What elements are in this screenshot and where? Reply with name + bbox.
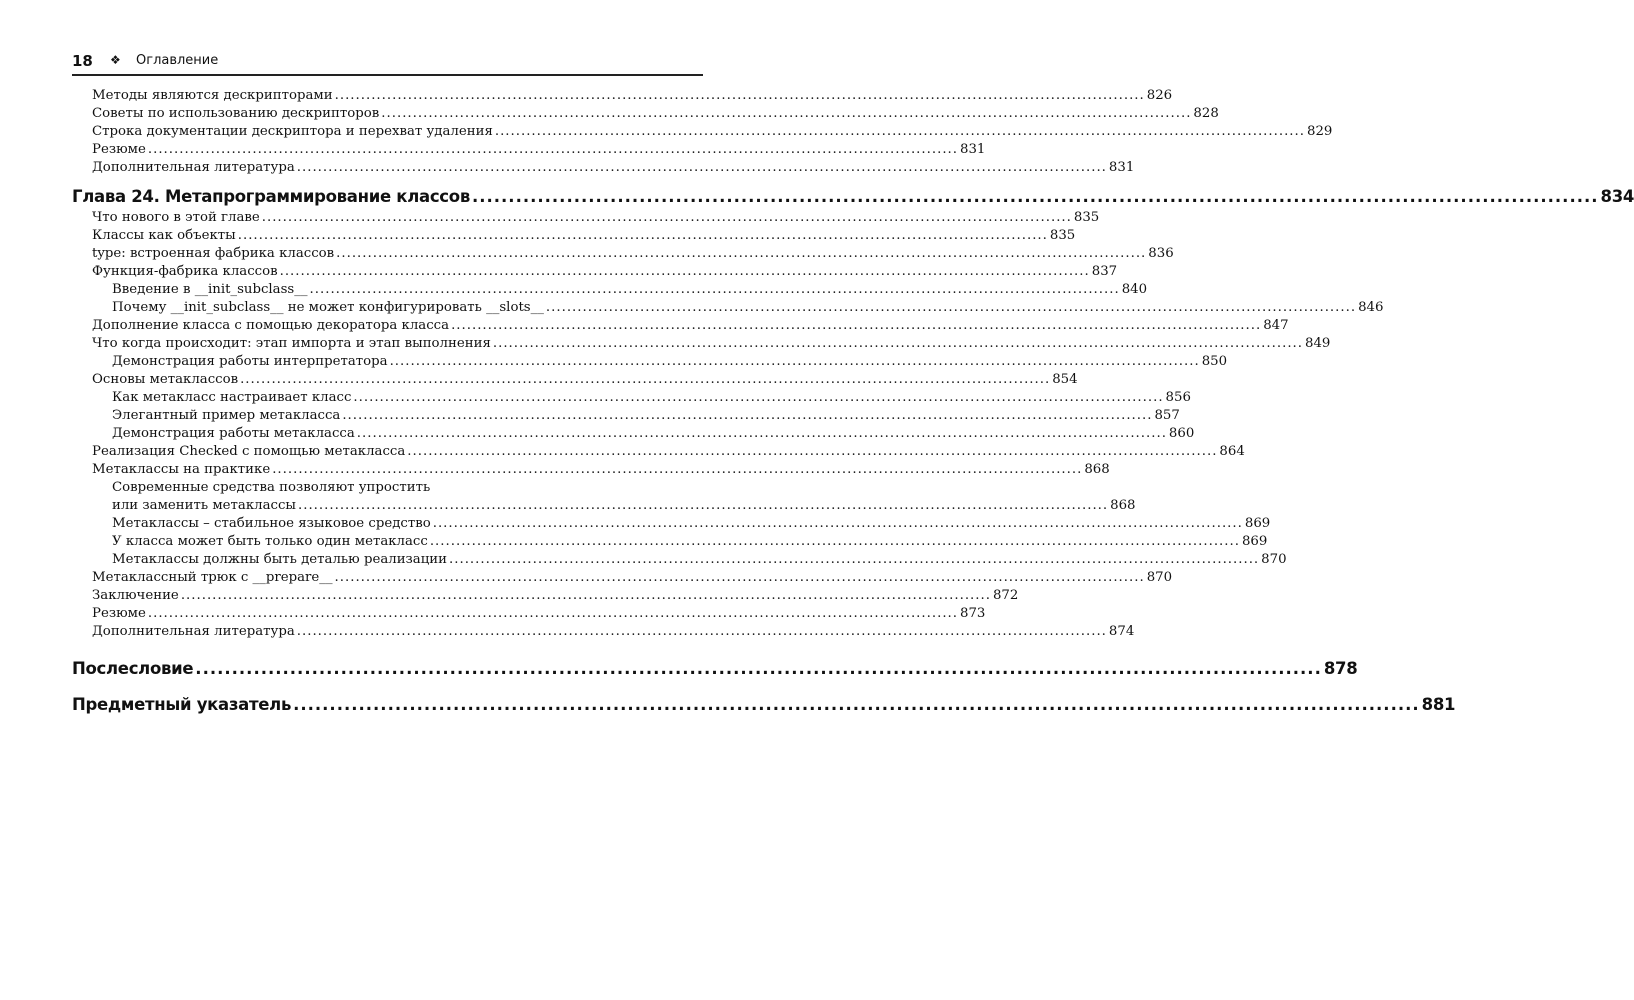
- toc-subentry[interactable]: [112, 390, 1191, 408]
- toc-entry-page: 826: [1146, 88, 1173, 103]
- toc-entry[interactable]: [92, 160, 1135, 178]
- dot-leader: ...........................................................................................................................................................: [296, 160, 1107, 175]
- toc-entry-title: У класса может быть только один метакласс: [112, 534, 428, 549]
- toc-entry-title: Реализация Checked с помощью метакласса: [92, 444, 406, 459]
- toc-entry[interactable]: [92, 246, 1174, 264]
- toc-afterword[interactable]: [72, 650, 1358, 686]
- dot-leader: ...........................................................................................................................................................: [261, 210, 1072, 225]
- toc-entry-page: 868: [1110, 498, 1136, 513]
- toc-entry-title: Методы являются дескрипторами: [92, 88, 333, 103]
- chapter-page: 834: [1600, 186, 1634, 206]
- toc-subentry[interactable]: [112, 300, 1384, 318]
- toc-entry[interactable]: [92, 444, 1245, 462]
- toc-entry-page: 874: [1108, 624, 1135, 639]
- toc-entry-title: Метаклассы – стабильное языковое средство: [112, 516, 431, 531]
- toc-entry-title: Как метакласс настраивает класс: [112, 390, 352, 405]
- afterword-title: Послесловие: [72, 658, 194, 678]
- toc-entry-title: Дополнительная литература: [92, 624, 295, 639]
- toc-entry[interactable]: [92, 606, 986, 624]
- toc-entry-title: Советы по использованию дескрипторов: [92, 106, 380, 121]
- toc-entry-page: 869: [1244, 516, 1271, 531]
- dot-leader: ...........................................................................................................................................................: [147, 142, 958, 157]
- dot-leader: ...........................................................................................................................................................: [353, 390, 1164, 405]
- running-header: [72, 52, 703, 76]
- toc-subentry[interactable]: [112, 354, 1228, 372]
- dot-leader: ...........................................................................................................................................................: [545, 300, 1357, 315]
- toc-entry-page: 829: [1306, 124, 1333, 139]
- toc-entry[interactable]: [92, 88, 1173, 106]
- toc-entry-page: 857: [1154, 408, 1180, 423]
- toc-entry-page: 847: [1263, 318, 1289, 333]
- toc-entry-title: Демонстрация работы метакласса: [112, 426, 355, 441]
- toc-subentry[interactable]: [112, 426, 1195, 444]
- toc-entry-title: Строка документации дескриптора и перехват удаления: [92, 124, 493, 139]
- toc-entry[interactable]: [92, 462, 1110, 480]
- toc-subentry[interactable]: [112, 408, 1180, 426]
- toc-entry-page: 835: [1049, 228, 1076, 243]
- toc-entry-page: 828: [1193, 106, 1219, 121]
- toc-entry-page: 872: [992, 588, 1019, 603]
- running-title: Оглавление: [136, 53, 219, 68]
- index-page: 881: [1421, 694, 1456, 714]
- toc-subentry-first-line[interactable]: [112, 480, 703, 498]
- dot-leader: ...........................................................................................................................................................: [296, 624, 1107, 639]
- dot-leader: ...........................................................................................................................................................: [334, 570, 1145, 585]
- toc-entry[interactable]: [92, 372, 1078, 390]
- dot-leader: ...........................................................................................................................................................: [432, 516, 1243, 531]
- toc-entry[interactable]: [92, 318, 1289, 336]
- toc-entry-page: 846: [1358, 300, 1384, 315]
- toc-entry-title: Метаклассы должны быть деталью реализации: [112, 552, 448, 567]
- index-title: Предметный указатель: [72, 694, 292, 714]
- dot-leader: ...........................................................................................................................................................: [449, 552, 1260, 567]
- dot-leader: ...........................................................................................................................................................: [342, 408, 1153, 423]
- toc-entry[interactable]: [92, 588, 1019, 606]
- toc-entry-title: Дополнительная литература: [92, 160, 295, 175]
- dot-leader: ...........................................................................................................................................................: [272, 462, 1083, 477]
- toc-entry-page: 849: [1305, 336, 1331, 351]
- toc-subentry[interactable]: [112, 498, 1136, 516]
- toc-entry-title: или заменить метаклассы: [112, 498, 296, 513]
- toc-entry-title: Дополнение класса с помощью декоратора класса: [92, 318, 450, 333]
- dot-leader: ...........................................................................................................................................................: [471, 186, 1599, 206]
- toc-entry-page: 868: [1084, 462, 1110, 477]
- toc-entry-title: Что нового в этой главе: [92, 210, 260, 225]
- dot-leader: ...........................................................................................................................................................: [240, 372, 1051, 387]
- dot-leader: ...........................................................................................................................................................: [356, 426, 1167, 441]
- toc-entry-title: Функция-фабрика классов: [92, 264, 278, 279]
- toc-entry-page: 869: [1241, 534, 1268, 549]
- toc-entry-title: type: встроенная фабрика классов: [92, 246, 335, 261]
- toc-index[interactable]: [72, 686, 1456, 722]
- toc-entry-page: 850: [1201, 354, 1228, 369]
- toc-subentry[interactable]: [112, 534, 1268, 552]
- toc-entry-page: 870: [1146, 570, 1173, 585]
- dot-leader: ...........................................................................................................................................................: [494, 124, 1305, 139]
- dot-leader: ...........................................................................................................................................................: [195, 658, 1322, 678]
- toc-entry-title: Заключение: [92, 588, 179, 603]
- dot-leader: ...........................................................................................................................................................: [381, 106, 1192, 121]
- table-of-contents: [0, 88, 1634, 722]
- dot-leader: ...........................................................................................................................................................: [279, 264, 1090, 279]
- toc-entry[interactable]: [92, 142, 986, 160]
- toc-entry-title: Что когда происходит: этап импорта и этап выполнения: [92, 336, 491, 351]
- toc-subentry[interactable]: [112, 282, 1148, 300]
- dot-leader: ...........................................................................................................................................................: [334, 88, 1145, 103]
- dot-leader: ...........................................................................................................................................................: [389, 354, 1200, 369]
- toc-entry-page: 837: [1091, 264, 1118, 279]
- dot-leader: ...........................................................................................................................................................: [298, 498, 1109, 513]
- toc-entry[interactable]: [92, 570, 1173, 588]
- dot-leader: ...........................................................................................................................................................: [147, 606, 958, 621]
- toc-entry-title: Метаклассы на практике: [92, 462, 271, 477]
- dot-leader: ...........................................................................................................................................................: [429, 534, 1240, 549]
- dot-leader: ...........................................................................................................................................................: [336, 246, 1147, 261]
- toc-entry-title: Метаклассный трюк с __prepare__: [92, 570, 333, 585]
- toc-entry[interactable]: [92, 336, 1331, 354]
- dot-leader: ...........................................................................................................................................................: [180, 588, 991, 603]
- toc-subentry[interactable]: [112, 552, 1287, 570]
- chapter-title: Глава 24. Метапрограммирование классов: [72, 186, 470, 206]
- toc-entry-title: Резюме: [92, 142, 146, 157]
- dot-leader: ...........................................................................................................................................................: [309, 282, 1120, 297]
- toc-entry-title: Основы метаклассов: [92, 372, 239, 387]
- toc-entry-title: Демонстрация работы интерпретатора: [112, 354, 388, 369]
- toc-entry-title: Элегантный пример метакласса: [112, 408, 341, 423]
- toc-subentry[interactable]: [112, 516, 1271, 534]
- toc-entry-page: 870: [1261, 552, 1287, 567]
- toc-entry-page: 836: [1148, 246, 1174, 261]
- separator-ornament: ❖: [110, 53, 121, 67]
- toc-entry-title: Современные средства позволяют упростить: [112, 480, 431, 495]
- toc-entry-title: Почему __init_subclass__ не может конфигурировать __slots__: [112, 300, 544, 315]
- dot-leader: ...........................................................................................................................................................: [293, 694, 1420, 714]
- dot-leader: ...........................................................................................................................................................: [407, 444, 1218, 459]
- page-number: 18: [72, 52, 93, 70]
- toc-chapter-24[interactable]: [72, 182, 1634, 210]
- toc-entry[interactable]: [92, 264, 1118, 282]
- toc-entry-page: 854: [1052, 372, 1078, 387]
- dot-leader: ...........................................................................................................................................................: [451, 318, 1262, 333]
- toc-entry-title: Резюме: [92, 606, 146, 621]
- toc-entry-page: 831: [960, 142, 986, 157]
- dot-leader: ...........................................................................................................................................................: [237, 228, 1048, 243]
- toc-entry-page: 856: [1165, 390, 1191, 405]
- toc-entry[interactable]: [92, 210, 1100, 228]
- toc-entry-page: 835: [1073, 210, 1100, 225]
- toc-entry-page: 873: [960, 606, 986, 621]
- toc-entry[interactable]: [92, 124, 1333, 142]
- dot-leader: ...........................................................................................................................................................: [492, 336, 1303, 351]
- toc-entry-title: Введение в __init_subclass__: [112, 282, 308, 297]
- toc-entry-page: 864: [1219, 444, 1245, 459]
- toc-entry-page: 831: [1108, 160, 1135, 175]
- toc-entry-title: Классы как объекты: [92, 228, 236, 243]
- toc-entry[interactable]: [92, 106, 1219, 124]
- toc-entry-page: 840: [1121, 282, 1148, 297]
- toc-entry[interactable]: [92, 624, 1135, 642]
- afterword-page: 878: [1323, 658, 1358, 678]
- toc-entry-page: 860: [1168, 426, 1195, 441]
- toc-entry[interactable]: [92, 228, 1076, 246]
